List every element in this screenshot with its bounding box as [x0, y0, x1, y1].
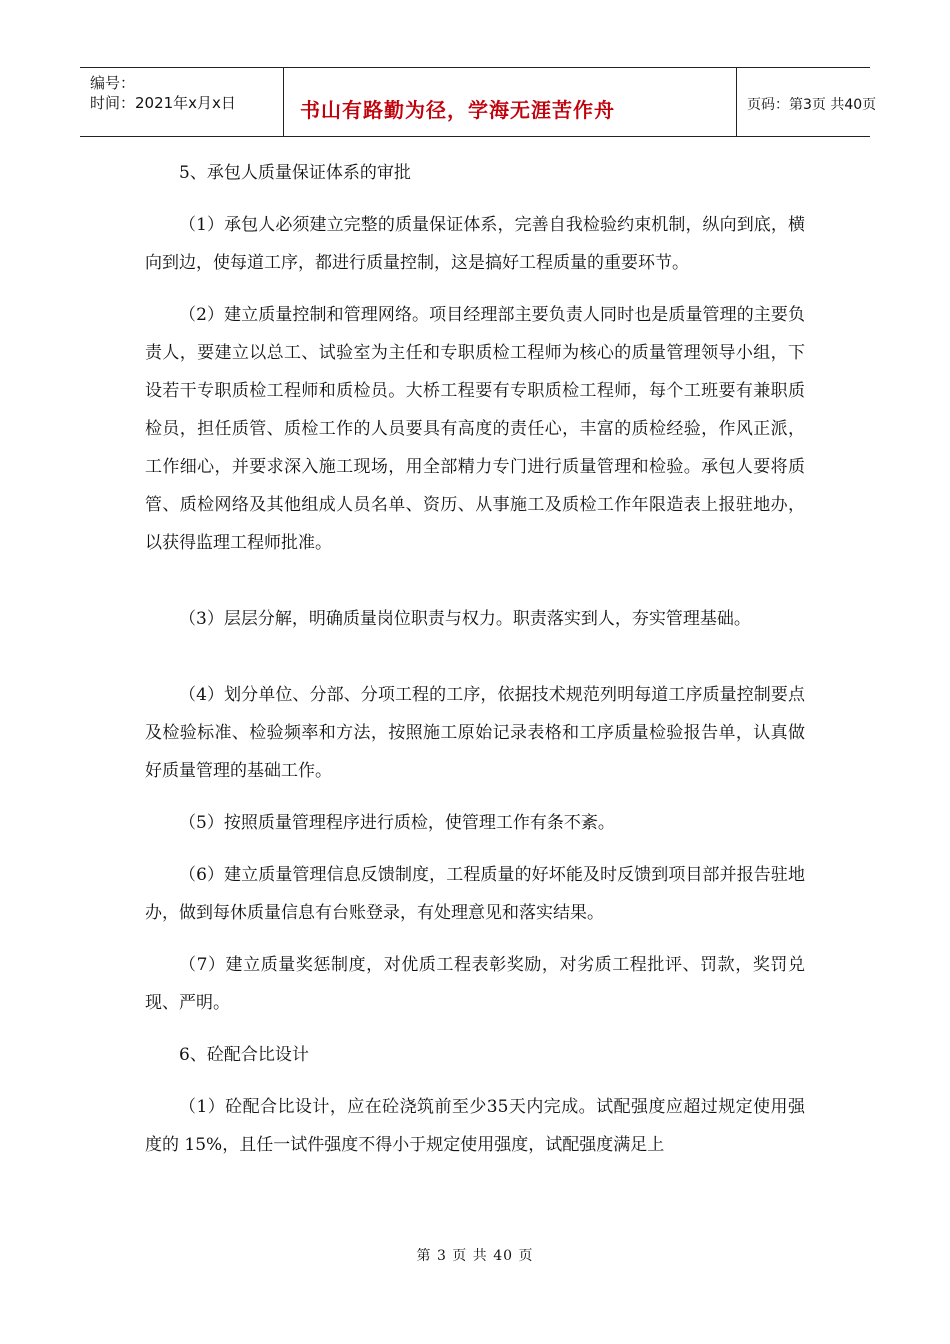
paragraph: （7）建立质量奖惩制度，对优质工程表彰奖励，对劣质工程批评、罚款，奖罚兑现、严明。	[145, 955, 805, 1013]
serial-number-label: 编号：	[90, 74, 136, 92]
paragraph: （5）按照质量管理程序进行质检，使管理工作有条不紊。	[179, 813, 615, 833]
header-page-cell	[737, 68, 877, 136]
header-motto-cell	[284, 68, 737, 136]
paragraph: （4）划分单位、分部、分项工程的工序，依据技术规范列明每道工序质量控制要点及检验标准、检验频率和方法，按照施工原始记录表格和工序质量检验报告单，认真做好质量管理的基础工作。	[145, 685, 805, 781]
paragraph: （3）层层分解，明确质量岗位职责与权力。职责落实到人，夯实管理基础。	[179, 609, 751, 629]
page-footer: 第 3 页 共 40 页	[416, 1248, 534, 1264]
document-body	[145, 154, 805, 1164]
section-heading: 6、砼配合比设计	[179, 1045, 309, 1065]
date-line: 时间：2021年x月x日	[90, 94, 236, 112]
section-heading: 5、承包人质量保证体系的审批	[179, 163, 411, 183]
paragraph: （2）建立质量控制和管理网络。项目经理部主要负责人同时也是质量管理的主要负责人，要建立以总工、试验室为主任和专职质检工程师为核心的质量管理领导小组，下设若干专职质检工程师和质检员。大桥工程要有专职质检工程师，每个工班要有兼职质检员，担任质管、质检工作的人员要具有高度的责任心，丰富的质检经验，作风正派，工作细心，并要求深入施工现场，用全部精力专门进行质量管理和检验。承包人要将质管、质检网络及其他组成人员名单、资历、从事施工及质检工作年限造表上报驻地办，以获得监理工程师批准。	[145, 305, 805, 553]
paragraph: （1）砼配合比设计，应在砼浇筑前至少35天内完成。试配强度应超过规定使用强度的 15%，且任一试件强度不得小于规定使用强度，试配强度满足上	[145, 1097, 805, 1155]
page-header	[80, 67, 877, 137]
paragraph: （6）建立质量管理信息反馈制度，工程质量的好坏能及时反馈到项目部并报告驻地办，做到每休质量信息有台账登录，有处理意见和落实结果。	[145, 865, 805, 923]
page-info: 页码：第3页 共40页	[747, 97, 877, 113]
header-info-cell	[80, 68, 284, 136]
paragraph: （1）承包人必须建立完整的质量保证体系，完善自我检验约束机制，纵向到底，横向到边，使每道工序，都进行质量控制，这是搞好工程质量的重要环节。	[145, 215, 805, 273]
motto-text: 书山有路勤为径，学海无涯苦作舟	[300, 98, 615, 122]
